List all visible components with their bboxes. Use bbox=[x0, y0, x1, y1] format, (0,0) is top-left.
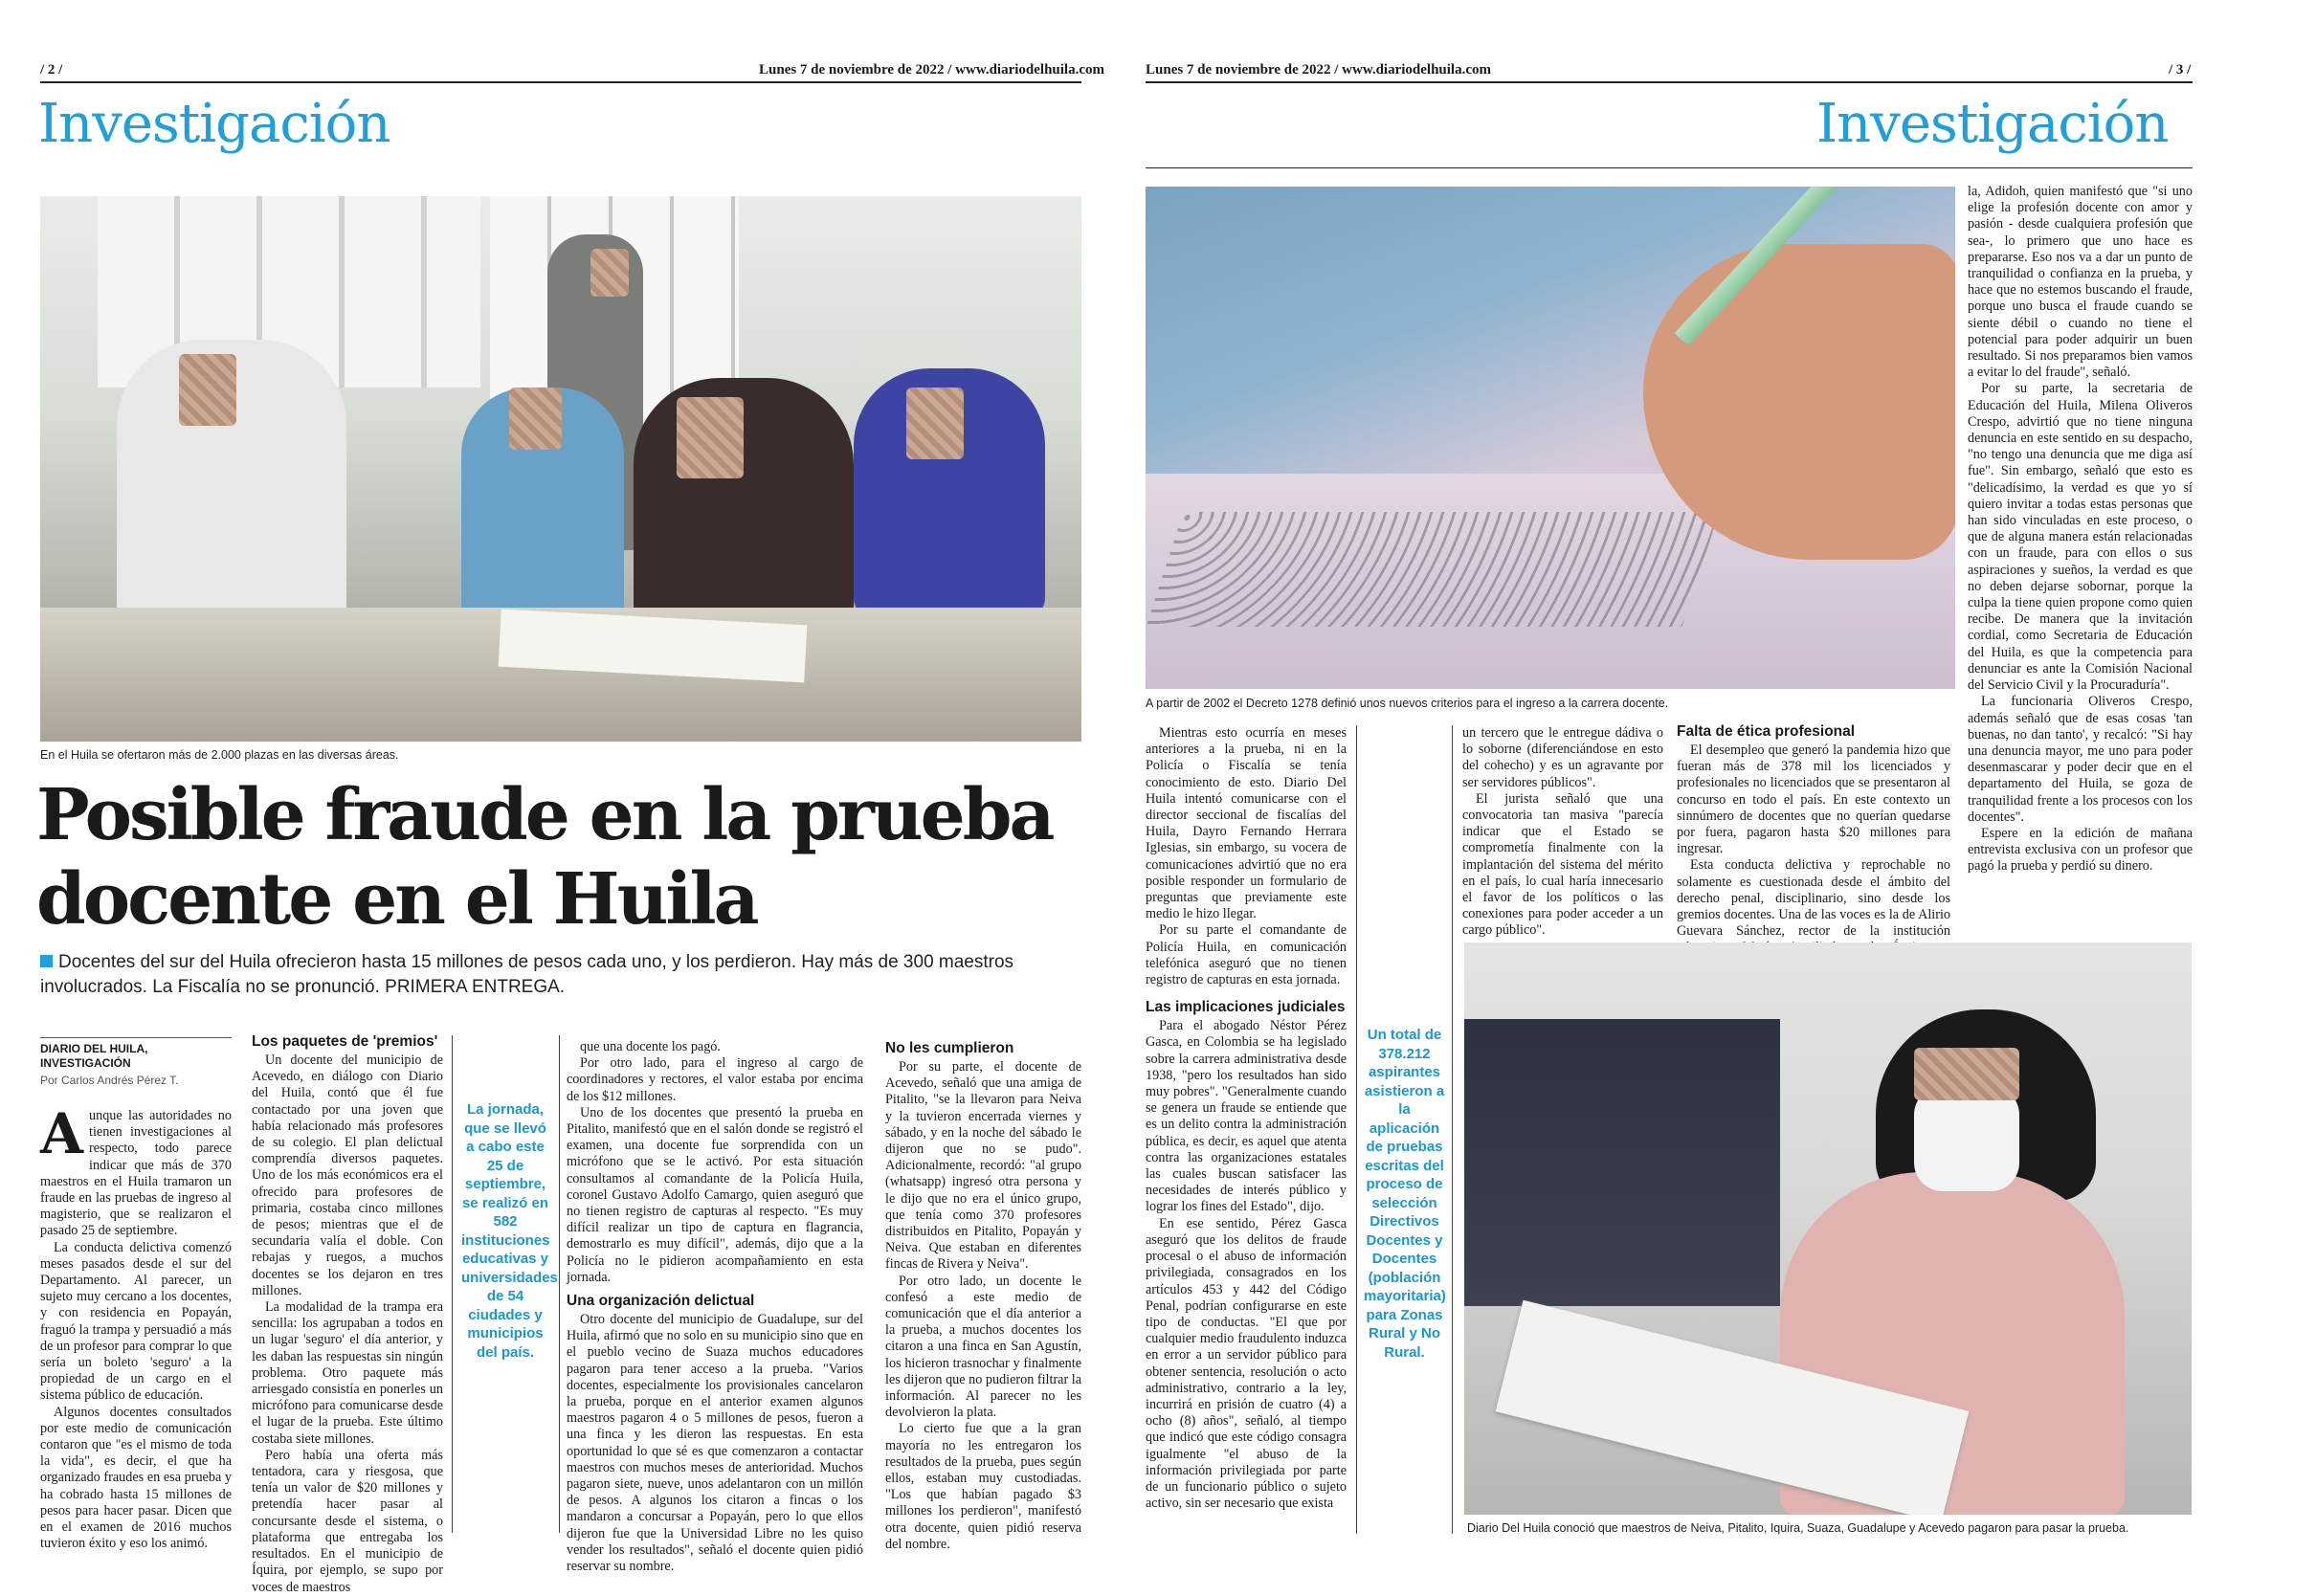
column-divider bbox=[452, 1035, 453, 1533]
article-column-d bbox=[1968, 184, 2193, 876]
paragraph: Un docente del municipio de Acevedo, en diálogo con Diario del Huila, contó que él fue contactado por una joven que había relacionado más profesores de su colegio. El plan delictual comprendía diversos paquetes. Uno de los más económicos era el ofrecido para profesores de primaria, costaba cinco millones de pesos; mientras que el de secundaria valía el doble. Con rebajas y ruegos, a muchos docentes se los dejaron en tres millones. bbox=[252, 1053, 443, 1298]
article-column-1 bbox=[40, 1101, 232, 1552]
paragraph: La funcionaria Oliveros Crespo, además señaló que de esas cosas 'tan buenas, no dan tanto', y recalcó: "Si hay una denuncia mayor, me uno para poder desenmascarar y poder decir que en el departamento del Huila, se goza de tranquilidad frente a los procesos con los docentes". bbox=[1968, 694, 2193, 825]
paragraph: Esta conducta delictiva y reprochable no solamente es cuestionada desde el ámbito del derecho penal, disciplinario, sino desde los gremios docentes. Una de las voces es la de Alirio Guevara Sánchez, rector de la institución bbox=[1677, 857, 1950, 940]
face-blur bbox=[1914, 1048, 2019, 1100]
byline-author: Por Carlos Andrés Pérez T. bbox=[40, 1074, 179, 1087]
page-number: / 3 / bbox=[2169, 62, 2192, 78]
paragraph: Algunos docentes consultados por este medio de comunicación contaron que "es el mismo de toda la vida", es decir, el que ha organizado fraudes en esa prueba y ha cobrado hasta 15 millones de pesos para hacer pasar. Dicen que en el examen de 2016 muchos tuvieron éxito y eso los animó. bbox=[40, 1404, 232, 1552]
answer-sheet-photo bbox=[1146, 187, 1955, 689]
subhead-etica: Falta de ética profesional bbox=[1677, 723, 1856, 740]
subhead-organizacion: Una organización delictual bbox=[567, 1293, 755, 1310]
article-column-4 bbox=[885, 1039, 1081, 1553]
face-blur bbox=[509, 388, 562, 450]
paragraph: Por otro lado, un docente le confesó a este medio de comunicación que el día anterior a la prueba, a muchos docentes los citaron a una finca en San Agustín, los hicieron trasnochar y finalmente les dijeron que no pudieron filtrar la información. Al parecer no les devolvieron la plata. bbox=[885, 1273, 1081, 1421]
paragraph: Por su parte, el docente de Acevedo, señaló que una amiga de Pitalito, "se la llevaron para Neiva y la tuvieron encerrada viernes y sábado, y en la noche del sábado le dijeron que no se pudo". Adicionalmente, recordó: "al grupo (whatsapp) ingresó otra persona y le dijo que no era el único grupo, que tenía como 370 profesores distribuidos en Pitalito, Popayán y Neiva. Que estaban en diferentes fincas de Rivera y Neiva". bbox=[885, 1059, 1081, 1273]
header-date-site: Lunes 7 de noviembre de 2022 / www.diariodelhuila.com bbox=[1146, 62, 1491, 78]
paragraph: que una docente los pagó. bbox=[580, 1039, 721, 1054]
paragraph: El jurista señaló que una convocatoria tan masiva "parecía indicar que el Estado se comprometía finalmente con la implantación del sistema del mérito en el país, lo cual haría innecesario el favor de los políticos o las conexiones para poder acceder a un cargo público". bbox=[1462, 790, 1663, 939]
paragraph: La modalidad de la trampa era sencilla: los agrupaban a todos en un lugar 'seguro' el día anterior, y les daban las respuestas sin ningún problema. Otro paquete más arriesgado consistía en ponerles un micrófono para comunicarse desde el lugar de la prueba. Este último costaba siete millones. bbox=[252, 1299, 443, 1447]
column-divider bbox=[559, 1035, 560, 1533]
paragraph: un tercero que le entregue dádiva o lo soborne (diferenciándose en esto del cohecho) y es un agravante por ser servidores públicos". bbox=[1462, 725, 1663, 790]
right-page bbox=[1129, 0, 2316, 1581]
section-rule bbox=[1146, 167, 2193, 168]
masked-student-photo bbox=[1464, 942, 2192, 1515]
photo-caption: Diario Del Huila conoció que maestros de Neiva, Pitalito, Iquira, Suaza, Guadalupe y Acevedo pagaron para pasar la prueba. bbox=[1467, 1521, 2129, 1535]
paragraph: unque las autoridades no tienen investigaciones al respecto, todo parece indicar que más de 370 maestros en el Huila tramaron un fraude en las pruebas de ingreso al magisterio, que se realizaron el pasado 25 de septiembre. bbox=[40, 1108, 232, 1239]
column-divider bbox=[1356, 725, 1357, 1534]
face-blur bbox=[906, 388, 964, 459]
headline-line-1: Posible fraude en la prueba bbox=[36, 774, 1053, 856]
header-date-site: Lunes 7 de noviembre de 2022 / www.diariodelhuila.com bbox=[759, 62, 1104, 78]
paragraph: El desempleo que generó la pandemia hizo que fueran más de 378 mil los licenciados y profesionales no licenciados que se presentaron al concurso en todo el país. En este contexto un sinnúmero de docentes que no querían quedarse por fuera, pagaron hasta $20 millones para ingresar. bbox=[1677, 743, 1950, 857]
paragraph: Para el abogado Néstor Pérez Gasca, en Colombia se ha legislado sobre la carrera administrativa desde 1938, "pero los resultados han sido muy pobres". "Generalmente cuando se genera un fraude se entiende que es un delito contra la administración pública, es decir, es aquel que atenta contra las organizaciones estatales las cuales buscan satisfacer las necesidades de interés público y lograr los fines del Estado", dijo. bbox=[1146, 1018, 1347, 1215]
paragraph: Por su parte, la secretaria de Educación del Huila, Milena Oliveros Crespo, advirtió que no tiene ninguna denuncia en este sentido en su despacho, "no tengo una denuncia que me diga así fue". Sin embargo, señaló que esto es "delicadísimo, la verdad es que yo sí quiero invitar a todas estas personas que han sido vinculadas en este proceso, o que de alguna manera están relacionadas con un fraude, para con ellos o sus aspiraciones y sueños, la verdad es que no deben dejarse sobornar, porque la culpa la tiene quien propone como quien recibe. De manera que la invitación cordial, como Secretaria de Educación del Huila, es que la competencia para denunciar es ante la Comisión Nacional del Servicio Civil y la Procuraduría". bbox=[1968, 381, 2193, 694]
byline-org: DIARIO DEL HUILA, INVESTIGACIÓN bbox=[40, 1042, 148, 1070]
headline bbox=[36, 773, 1052, 942]
section-title: Investigación bbox=[1816, 93, 2169, 155]
paragraph: la, Adidoh, quien manifestó que "si uno elige la profesión docente con amor y pasión - desde cualquiera profesión que sea-, lo primero que uno hace es prepararse. Eso nos va a dar un punto de tranquilidad o confianza en la prueba, y hace que no estemos buscando el fraude, porque uno busca el fraude cuando se siente débil o cuando no tiene el potencial para poder adquirir un buen resultado. Si nos preparamos bien vamos a evitar lo del fraude", señaló. bbox=[1968, 184, 2193, 381]
article-column-a bbox=[1146, 725, 1347, 1512]
byline-rule bbox=[40, 1037, 232, 1038]
subhead-no-cumplieron: No les cumplieron bbox=[885, 1040, 1014, 1056]
article-column-2 bbox=[252, 1027, 443, 1596]
article-column-3 bbox=[567, 1039, 863, 1575]
paragraph: Pero había una oferta más tentadora, cara y riesgosa, que tenía un valor de $20 millones y pretendía hacer pasar al concursante desde el sistema, o plataforma que entregaba los resultados. En el municipio de Íquira, por ejemplo, se supo por voces de maestros bbox=[252, 1447, 443, 1595]
article-column-b bbox=[1462, 725, 1663, 940]
subhead-implicaciones: Las implicaciones judiciales bbox=[1146, 999, 1346, 1016]
section-title: Investigación bbox=[38, 93, 390, 155]
headline-line-2: docente en el Huila bbox=[36, 858, 757, 941]
page-number: / 2 / bbox=[40, 62, 63, 78]
lead-paragraph bbox=[40, 950, 1074, 1000]
left-page bbox=[0, 0, 1129, 1595]
paragraph: Mientras esto ocurría en meses anteriores a la prueba, ni en la Policía o Fiscalía se tenía conocimiento de esto. Diario Del Huila intentó comunicarse con el director seccional de fiscalías del Huila, Dayro Fernando Herrara Iglesias, sin embargo, su vocera de comunicaciones advirtió que no era posible responder un formulario de preguntas que previamente este medio le hizo llegar. bbox=[1146, 725, 1347, 922]
column-divider bbox=[1452, 725, 1453, 1534]
face-mask bbox=[1914, 1086, 2019, 1191]
paragraph: En ese sentido, Pérez Gasca aseguró que los delitos de fraude procesal o el abuso de información privilegiada, consagrados en los artículos 453 y 442 del Código Penal, podrían configurarse en este tipo de conductas. "El que por cualquier medio fraudulento induzca en error a un servidor público para obtener sentencia, resolución o acto administrativo, contrario a la ley, incurrirá en prisión de cuatro (4) a ocho (8) años", señaló, al tiempo que indicó que este código consagra igualmente "el abuso de la información privilegiada por parte de un funcionario público o sujeto activo, sin ser necesario que exista bbox=[1146, 1215, 1347, 1512]
paragraph: Espere en la edición de mañana entrevista exclusiva con un profesor que pagó la prueba y perdió su dinero. bbox=[1968, 825, 2193, 875]
header-rule bbox=[40, 81, 1081, 83]
pull-quote: La jornada, que se llevó a cabo este 25 de septiembre, se realizó en 582 instituciones educativas y universidades de 54 ciudades y municipios del país. bbox=[461, 1101, 558, 1361]
photo-caption: En el Huila se ofertaron más de 2.000 plazas en las diversas áreas. bbox=[40, 748, 399, 762]
face-blur bbox=[179, 354, 236, 426]
face-blur bbox=[590, 249, 629, 297]
dropcap: A bbox=[40, 1101, 84, 1166]
subhead-paquetes: Los paquetes de 'premios' bbox=[252, 1033, 438, 1050]
bubble-grid bbox=[1147, 512, 1720, 627]
background-students bbox=[1464, 1019, 1780, 1306]
classroom-photo bbox=[40, 196, 1081, 742]
paragraph: Por su parte el comandante de Policía Huila, en comunicación telefónica aseguró que no tienen registro de capturas en esta jornada. bbox=[1146, 922, 1347, 988]
face-blur bbox=[677, 397, 744, 478]
header-rule bbox=[1146, 81, 2193, 83]
paragraph: Otro docente del municipio de Guadalupe, sur del Huila, afirmó que no solo en su municipio sino que en el pueblo vecino de Suaza muchos educadores pagaron para tener acceso a la prueba. "Varios docentes, especialmente los provisionales cancelaron la prueba, porque en el anterior examen algunos maestros pagaron 4 o 5 millones de pesos, fueron a una finca y les dieron las respuestas. En esta oportunidad lo que sé es que comenzaron a contactar maestros con muchos meses de anterioridad. Muchos pagaron siete, nueve, unos adelantaron con un millón de pesos. A algunos los citaron a fincas o los mandaron a concursar a Popayán, pero lo que ellos dijeron fue que la Universidad Libre no les quiso vender los resultados", señaló el docente quien pidió reservar su nombre. bbox=[567, 1312, 863, 1575]
lead-text: Docentes del sur del Huila ofrecieron hasta 15 millones de pesos cada uno, y los perdieron. Hay más de 300 maestros involucrados. La Fiscalía no se pronunció. PRIMERA ENTREGA. bbox=[40, 952, 1014, 997]
paragraph: Por otro lado, para el ingreso al cargo de coordinadores y rectores, el valor estaba por encima de los $12 millones. bbox=[567, 1055, 863, 1104]
lead-bullet-icon bbox=[40, 955, 53, 967]
paragraph: Uno de los docentes que presentó la prueba en Pitalito, manifestó que en el salón donde se registró el examen, una docente fue sorprendida con un micrófono que se le activó. Por esta situación consultamos al comandante de la Policía Huila, coronel Gustavo Adolfo Camargo, quien aseguró que no tienen registro de capturas al respecto. "Es muy difícil realizar un tipo de captura en flagrancia, demostrarlo es muy difícil", además, dijo que a la Policía no le pidieron acompañamiento en esta jornada. bbox=[567, 1104, 863, 1285]
pull-quote: Un total de 378.212 aspirantes asistieron a la aplicación de pruebas escritas del proceso de selección Directivos Docentes y Docentes (población mayoritaria) para Zonas Rural y No Rural. bbox=[1364, 1027, 1446, 1361]
paragraph: Lo cierto fue que a la gran mayoría no les entregaron los resultados de la prueba, pues según ellos, estaban muy custodiadas. "Los que habían pagado $3 millones los perdieron", manifestó otra docente, quien pidió reserva del nombre. bbox=[885, 1421, 1081, 1552]
paragraph: La conducta delictiva comenzó meses pasados desde el sur del Departamento. Al parecer, un sujeto muy cercano a los docentes, y con residencia en Popayán, fraguó la trampa y persuadió a más de un profesor para comprar lo que sería un boleto 'seguro' a la propiedad de un cargo en el sistema público de educación. bbox=[40, 1239, 232, 1404]
photo-caption: A partir de 2002 el Decreto 1278 definió unos nuevos criterios para el ingreso a la carrera docente. bbox=[1146, 697, 1669, 710]
